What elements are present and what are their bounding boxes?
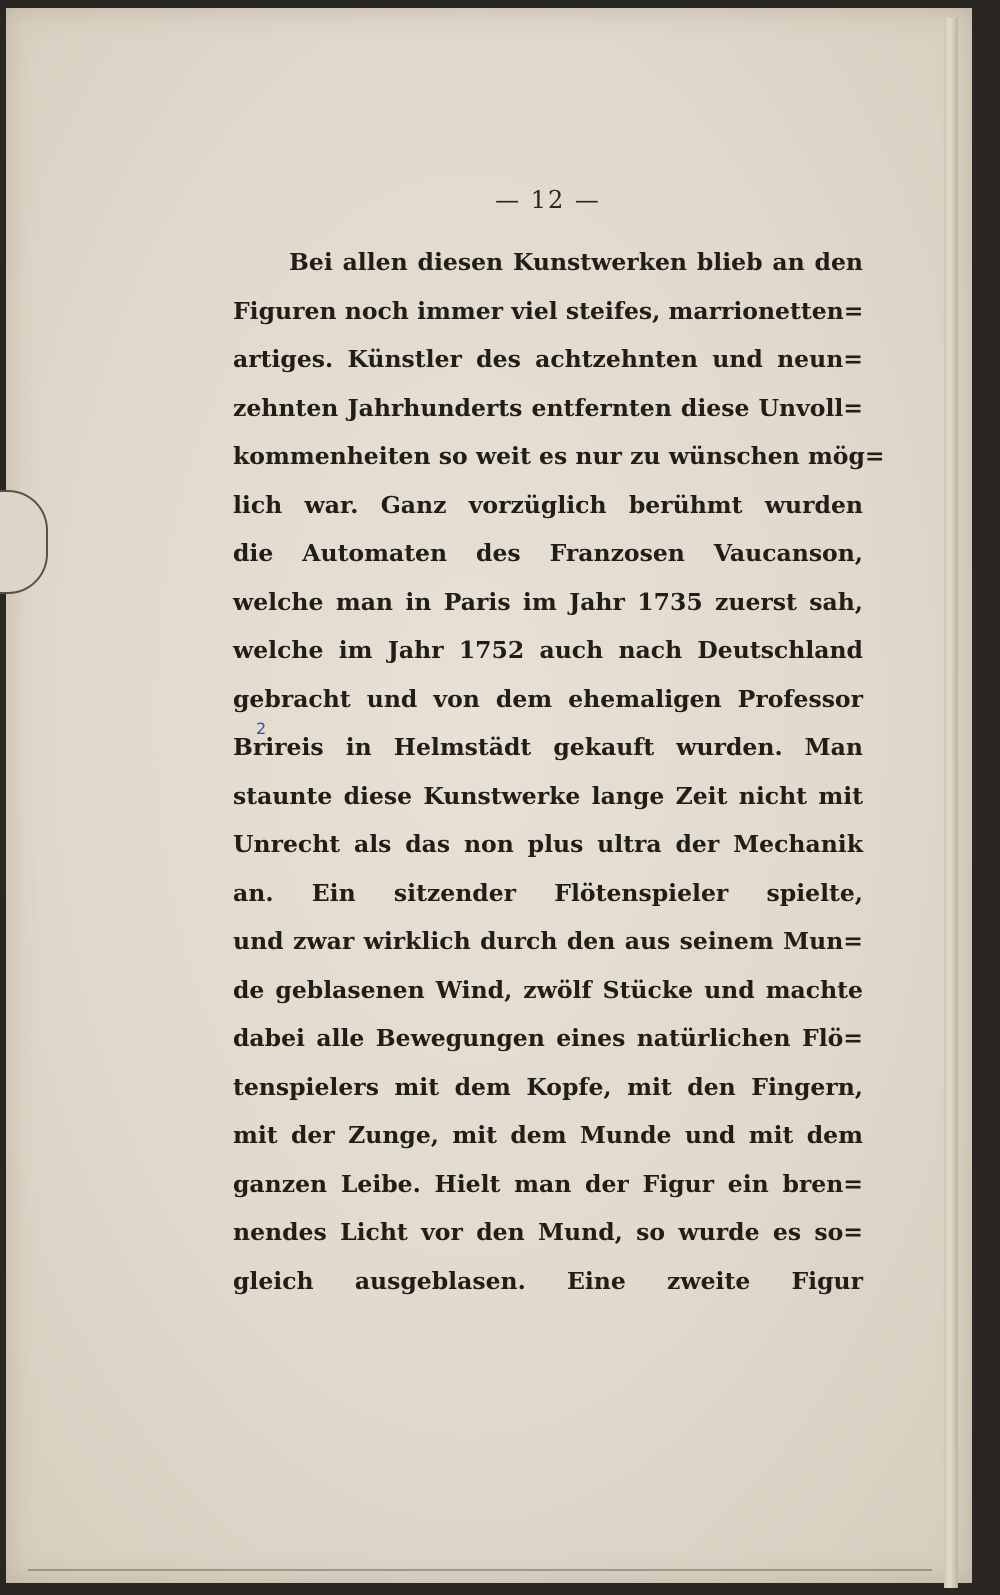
text-line: gleich ausgeblasen. Eine zweite Figur — [233, 1266, 863, 1295]
text-line: welche im Jahr 1752 auch nach Deutschland — [233, 636, 863, 664]
text-line: Bei allen diesen Kunstwerken blieb an den — [289, 248, 863, 276]
text-line: de geblasenen Wind, zwölf Stücke und machte — [233, 975, 863, 1004]
text-line: dabei alle Bewegungen eines natürlichen Flö= — [233, 1024, 863, 1052]
text-line: welche man in Paris im Jahr 1735 zuerst sah, — [233, 587, 863, 616]
text-line: zehnten Jahrhunderts entfernten diese Unvoll= — [233, 393, 863, 422]
text-line: artiges. Künstler des achtzehnten und neun= — [233, 345, 863, 373]
text-line: Figuren noch immer viel steifes, marrionetten= — [233, 296, 864, 325]
text-line: kommenheiten so weit es nur zu wünschen mög= — [233, 442, 885, 470]
text-line: mit der Zunge, mit dem Munde und mit dem — [233, 1121, 863, 1149]
page-number: — 12 — — [495, 186, 601, 214]
text-line: staunte diese Kunstwerke lange Zeit nicht mit — [233, 781, 863, 810]
text-line: und zwar wirklich durch den aus seinem Mun= — [233, 927, 863, 955]
text-line: ganzen Leibe. Hielt man der Figur ein bren= — [233, 1169, 863, 1198]
page-edge — [944, 18, 958, 1588]
text-line: gebracht und von dem ehemaligen Professor — [233, 684, 863, 713]
text-line: lich war. Ganz vorzüglich berühmt wurden — [233, 490, 863, 519]
text-line: tenspielers mit dem Kopfe, mit den Fingern, — [233, 1072, 863, 1101]
text-line: Unrecht als das non plus ultra der Mechanik — [233, 830, 863, 858]
text-line: an. Ein sitzender Flötenspieler spielte, — [233, 878, 863, 907]
text-line: nendes Licht vor den Mund, so wurde es so= — [233, 1218, 863, 1246]
body-text — [233, 238, 885, 1305]
handwritten-annotation: 2 — [256, 719, 267, 738]
text-line: die Automaten des Franzosen Vaucanson, — [233, 539, 863, 567]
text-line: Brireis in Helmstädt gekauft wurden. Man — [233, 733, 863, 761]
page-bottom-edge — [28, 1569, 932, 1571]
